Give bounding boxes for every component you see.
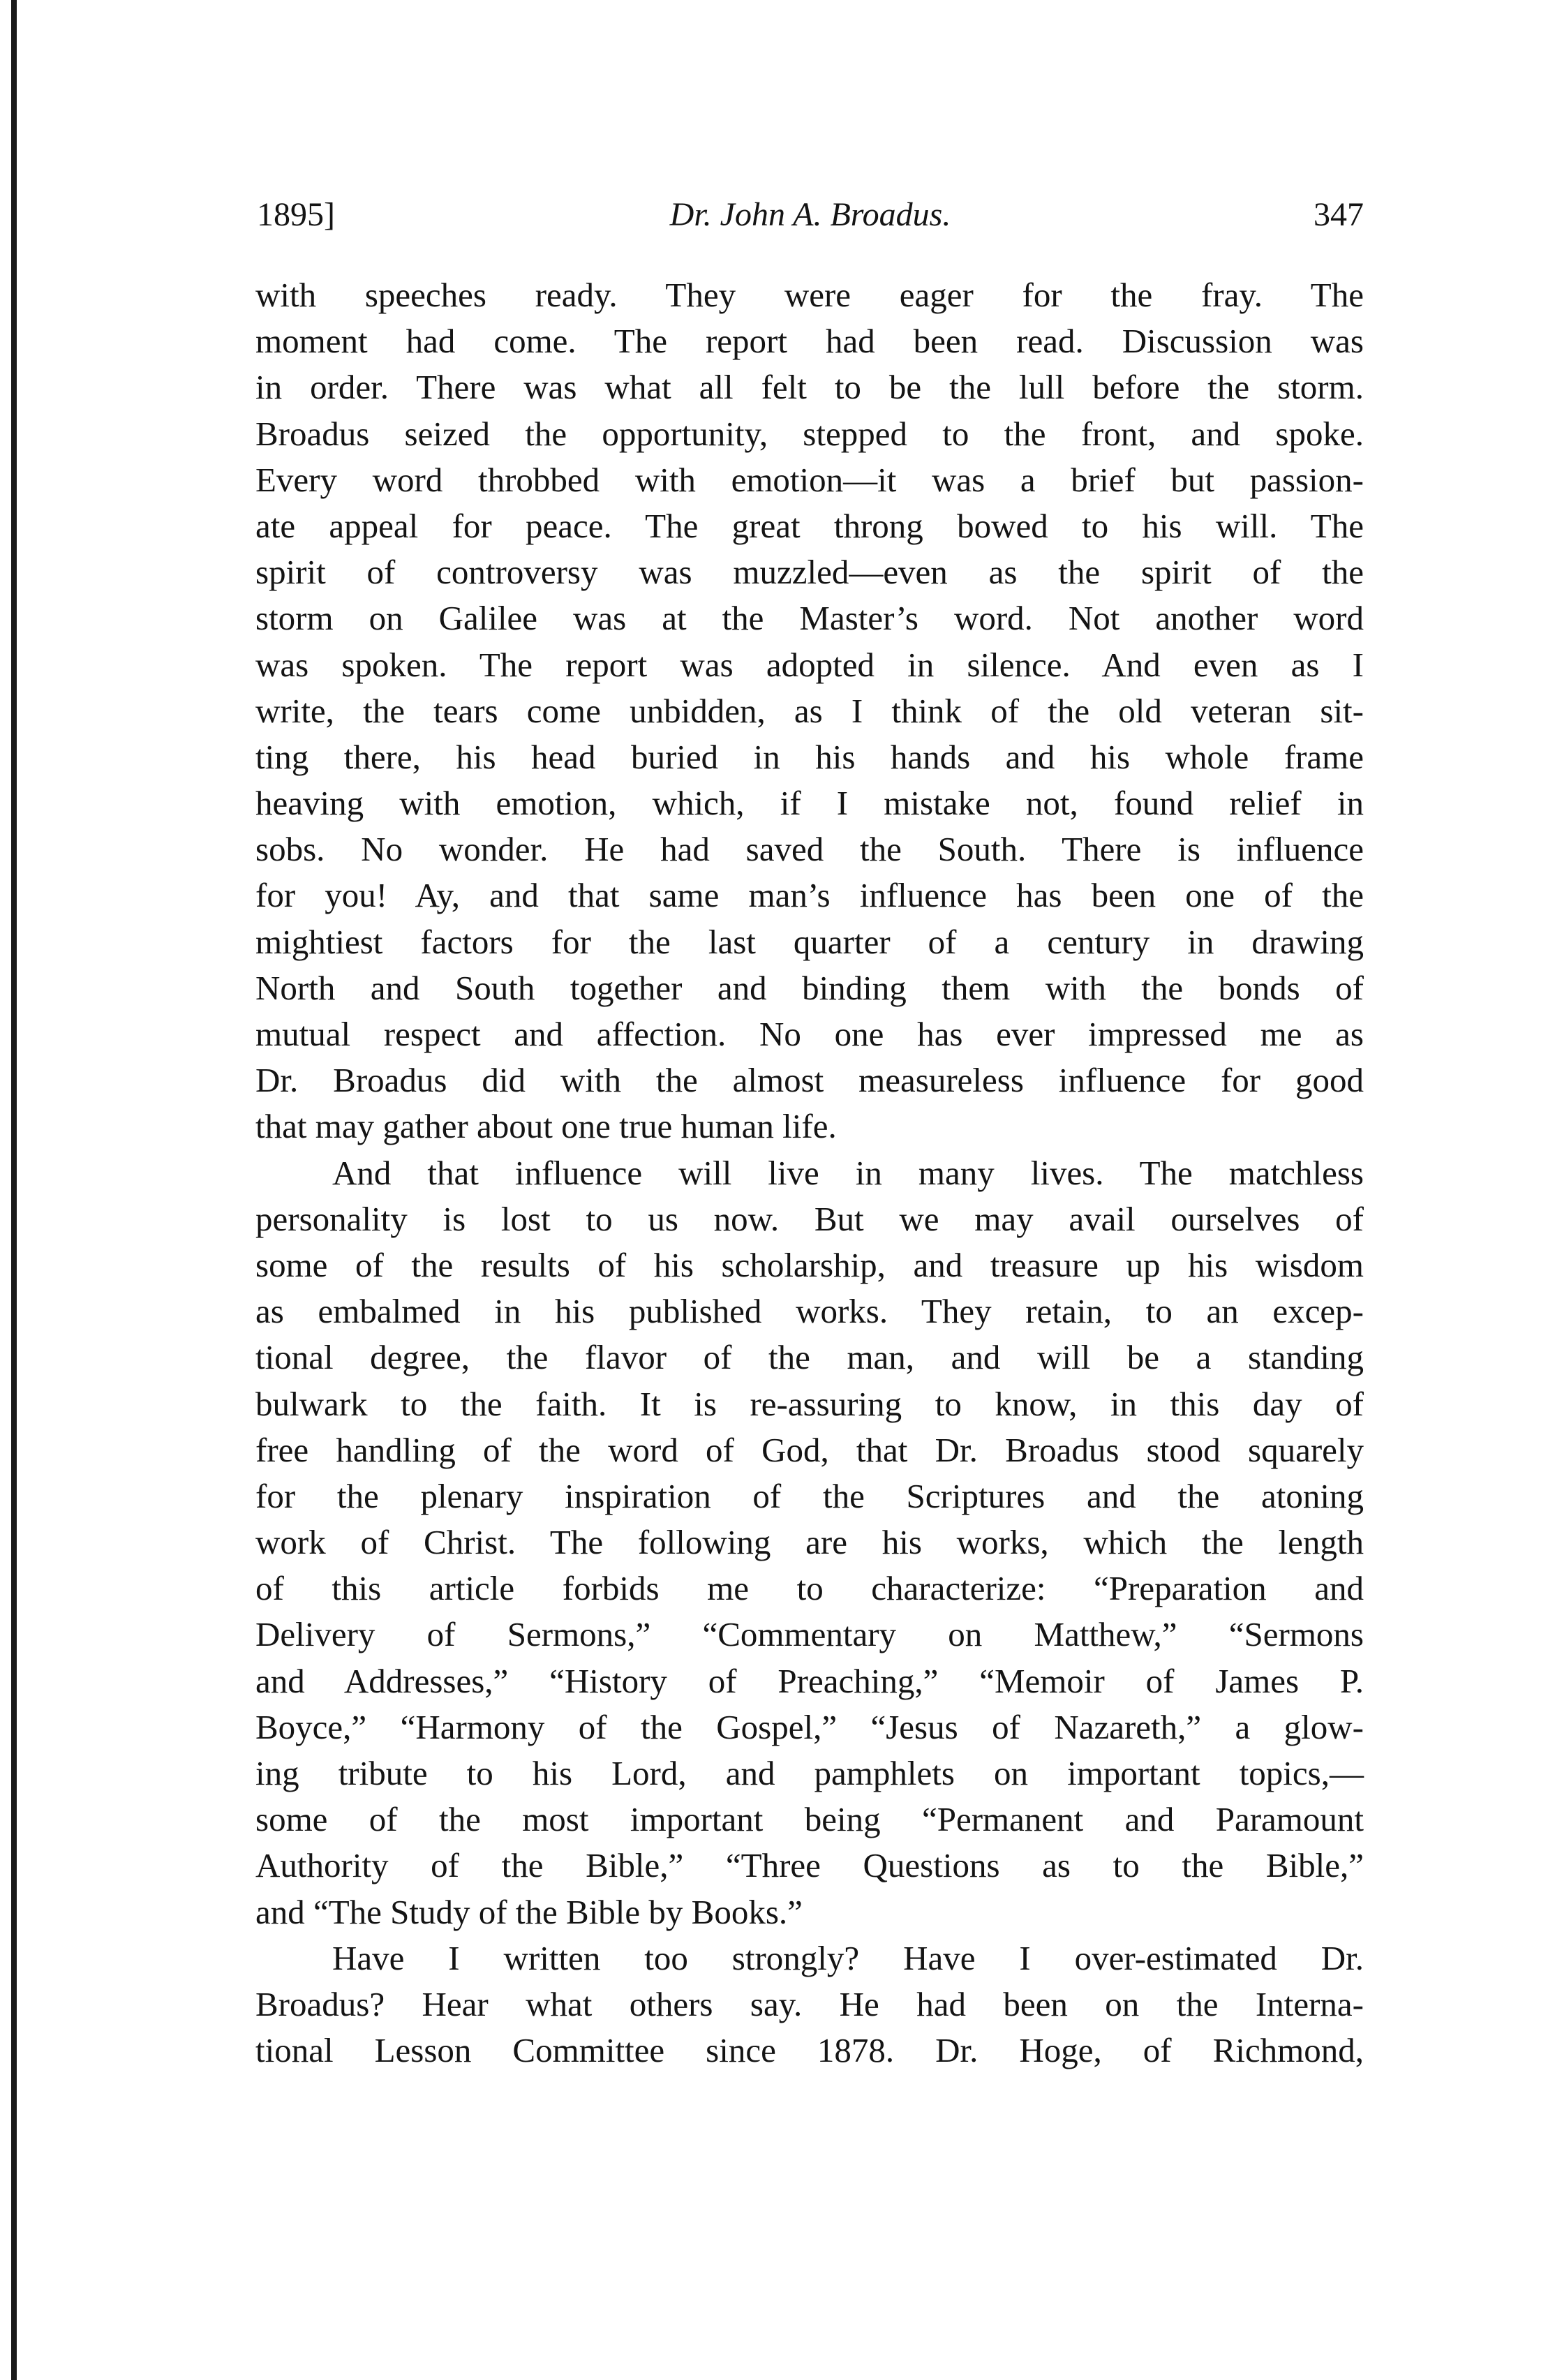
- text-line: bulwark to the faith. It is re-assuring to know, in this day of: [255, 1384, 1364, 1423]
- text-line: ate appeal for peace. The great throng bowed to his will. The: [255, 506, 1364, 545]
- text-line: ting there, his head buried in his hands and his whole frame: [255, 737, 1364, 776]
- running-head: [257, 187, 1364, 243]
- text-line: mightiest factors for the last quarter of a century in drawing: [255, 922, 1364, 961]
- text-line: was spoken. The report was adopted in silence. And even as I: [255, 645, 1364, 684]
- text-line: and Addresses,” “History of Preaching,” “Memoir of James P.: [255, 1661, 1364, 1700]
- text-line: tional degree, the flavor of the man, and will be a standing: [255, 1338, 1364, 1377]
- text-line: and “The Study of the Bible by Books.”: [255, 1892, 803, 1931]
- text-line: for you! Ay, and that same man’s influence has been one of the: [255, 876, 1364, 915]
- text-line: And that influence will live in many lives. The matchless: [332, 1153, 1364, 1192]
- text-line: Broadus seized the opportunity, stepped to the front, and spoke.: [255, 414, 1364, 453]
- running-head-title: Dr. John A. Broadus.: [669, 196, 951, 233]
- body-text: [255, 272, 1364, 2074]
- text-line: as embalmed in his published works. They retain, to an excep-: [255, 1292, 1364, 1331]
- text-line: with speeches ready. They were eager for the fray. The: [255, 276, 1364, 314]
- text-line: moment had come. The report had been read. Discussion was: [255, 322, 1364, 361]
- text-line: North and South together and binding them with the bonds of: [255, 968, 1364, 1007]
- text-line: storm on Galilee was at the Master’s word. Not another word: [255, 599, 1364, 638]
- page-number: 347: [1314, 196, 1364, 233]
- text-line: tional Lesson Committee since 1878. Dr. Hoge, of Richmond,: [255, 2031, 1364, 2070]
- text-line: Boyce,” “Harmony of the Gospel,” “Jesus of Nazareth,” a glow-: [255, 1707, 1364, 1746]
- text-line: work of Christ. The following are his works, which the length: [255, 1523, 1364, 1562]
- text-line: Have I written too strongly? Have I over-estimated Dr.: [332, 1938, 1364, 1977]
- text-line: ing tribute to his Lord, and pamphlets on important topics,—: [255, 1754, 1364, 1792]
- text-line: in order. There was what all felt to be the lull before the storm.: [255, 368, 1364, 407]
- text-line: of this article forbids me to characterize: “Preparation and: [255, 1569, 1364, 1608]
- text-line: Broadus? Hear what others say. He had been on the Interna-: [255, 1984, 1364, 2023]
- text-line: mutual respect and affection. No one has ever impressed me as: [255, 1015, 1364, 1053]
- text-line: heaving with emotion, which, if I mistake not, found relief in: [255, 784, 1364, 823]
- text-line: some of the results of his scholarship, and treasure up his wisdom: [255, 1245, 1364, 1284]
- text-line: Dr. Broadus did with the almost measureless influence for good: [255, 1061, 1364, 1100]
- text-line: for the plenary inspiration of the Scriptures and the atoning: [255, 1476, 1364, 1515]
- text-line: that may gather about one true human life.: [255, 1107, 837, 1146]
- text-line: Delivery of Sermons,” “Commentary on Matthew,” “Sermons: [255, 1615, 1364, 1654]
- text-line: Authority of the Bible,” “Three Questions as to the Bible,”: [255, 1846, 1364, 1885]
- text-line: some of the most important being “Permanent and Paramount: [255, 1800, 1364, 1839]
- text-line: personality is lost to us now. But we may avail ourselves of: [255, 1199, 1364, 1238]
- text-line: write, the tears come unbidden, as I think of the old veteran sit-: [255, 691, 1364, 730]
- text-line: spirit of controversy was muzzled—even as the spirit of the: [255, 553, 1364, 592]
- running-head-year: 1895]: [257, 196, 335, 233]
- text-line: sobs. No wonder. He had saved the South. There is influence: [255, 830, 1364, 869]
- text-line: Every word throbbed with emotion—it was a brief but passion-: [255, 460, 1364, 499]
- text-line: free handling of the word of God, that Dr. Broadus stood squarely: [255, 1430, 1364, 1469]
